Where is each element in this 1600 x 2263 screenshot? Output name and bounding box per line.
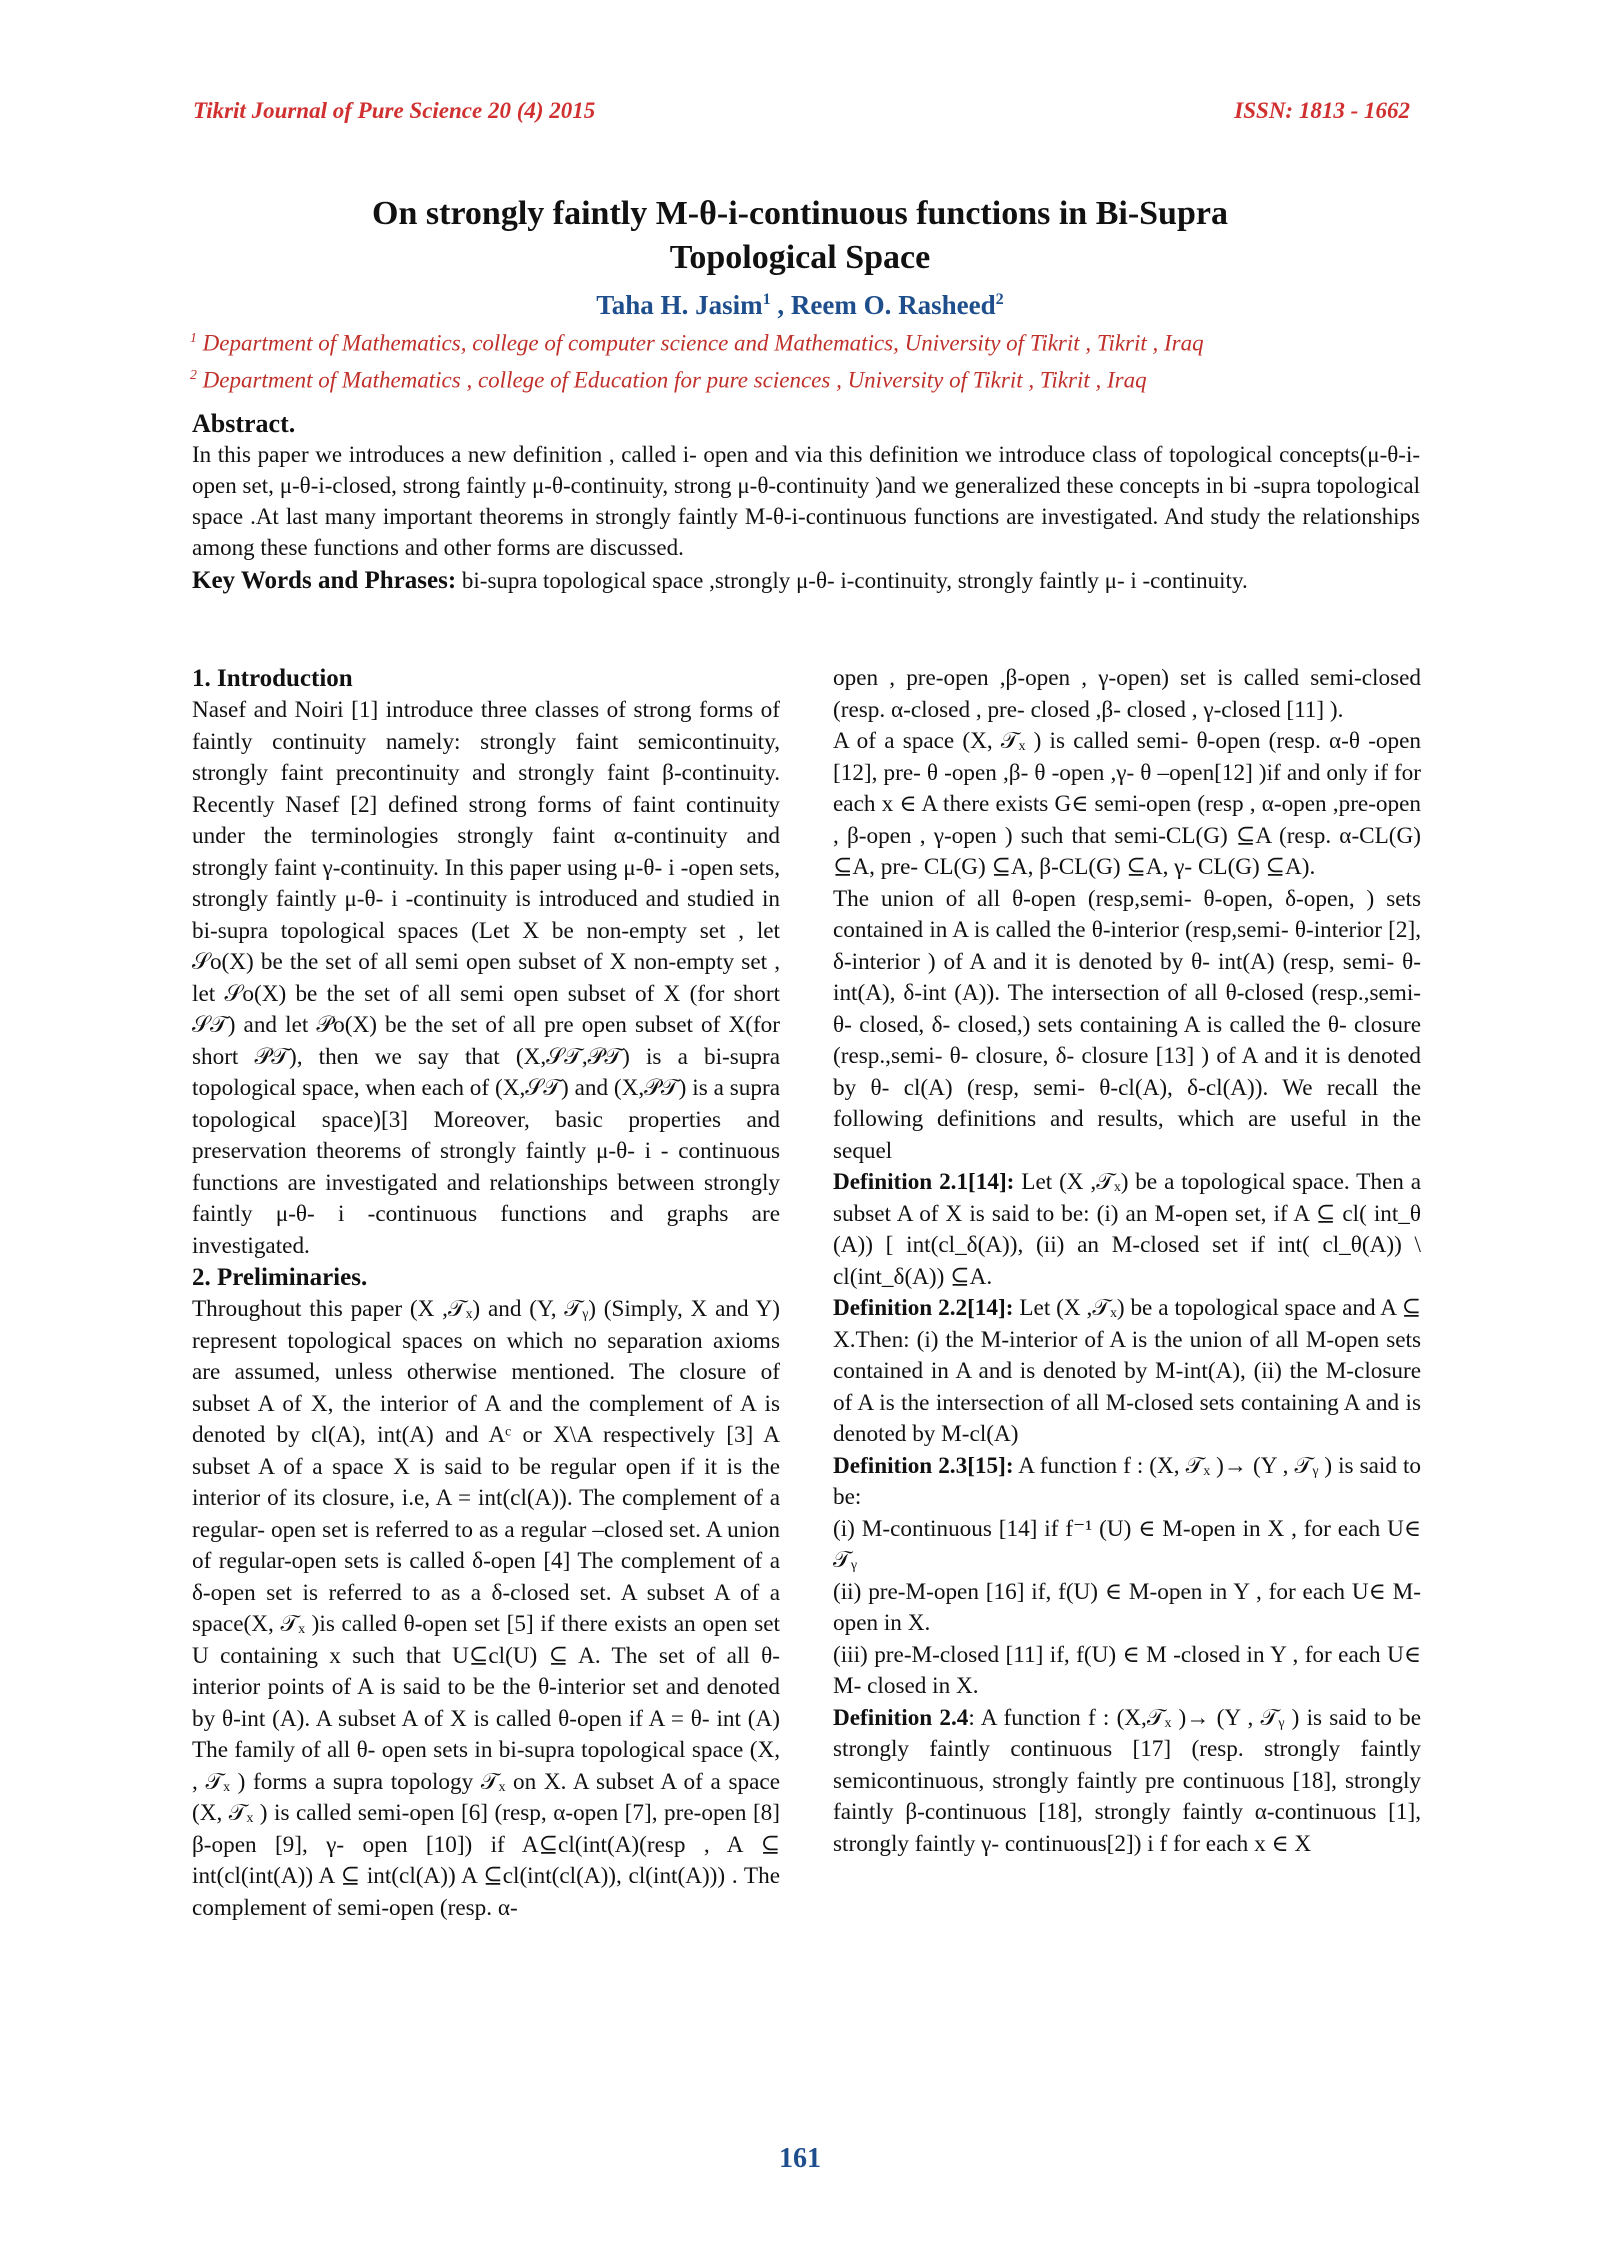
author-separator: , <box>770 290 791 320</box>
definition-2-1-title: Definition 2.1[14]: <box>833 1169 1015 1195</box>
definition-2-2-title: Definition 2.2[14]: <box>833 1295 1014 1321</box>
author-2-sup: 2 <box>995 290 1004 308</box>
section-1-text: Nasef and Noiri [1] introduce three classes of strong forms of faintly continuity namely: strongly faint semicontinuity, strongly faint precontinuity and strongly faint β-continuity. Recently Nasef [2] defined strong forms of faint continuity under the terminologies strongly faint α-continuity and strongly faint γ-continuity. In this paper using μ-θ- i -open sets, strongly faintly μ-θ- i -continuity is introduced and studied in bi-supra topological spaces (Let X be non-empty set , let 𝒮o(X) be the set of all semi open subset of X non-empty set , let 𝒮o(X) be the set of all semi open subset of X (for short 𝒮𝒯) and let 𝒫o(X) be the set of all pre open subset of X(for short 𝒫𝒯), then we say that (X,𝒮𝒯,𝒫𝒯) is a bi-supra topological space, when each of (X,𝒮𝒯) and (X,𝒫𝒯) is a supra topological space)[3] Moreover, basic properties and preservation theorems of strongly faintly μ-θ- i - continuous functions are investigated and relationships between strongly faintly μ-θ- i -continuous functions and graphs are investigated. <box>192 697 780 1259</box>
author-2: Reem O. Rasheed <box>790 290 996 320</box>
definition-2-2-text: Let (X ,𝒯ₓ) be a topological space and A ⊆ X.Then: (i) the M-interior of A is the union of all M-open sets contained in A and is denoted by M-int(A), (ii) the M-closure of A is the intersection of all M-closed sets containing A and is denoted by M-cl(A) <box>833 1295 1421 1447</box>
definition-2-2 <box>833 1293 1421 1451</box>
definition-2-4-title: Definition 2.4 <box>833 1704 969 1731</box>
keywords-text: bi-supra topological space ,strongly μ-θ- i-continuity, strongly faintly μ- i -continuity. <box>456 568 1248 593</box>
definition-2-4-text: : A function f : (X,𝒯ₓ )→ (Y , 𝒯ᵧ ) is said to be strongly faintly continuous [17] (resp. strongly faintly semicontinuous, strongly faintly pre continuous [18], strongly faintly β-continuous [18], strongly faintly α-continuous [1], strongly faintly γ- continuous[2]) i f for each x ∈ X <box>833 1704 1421 1857</box>
right-column <box>833 663 1421 1924</box>
affiliation-1-text: Department of Mathematics, college of computer science and Mathematics, University of Tikrit , Tikrit , Iraq <box>196 330 1204 356</box>
title-line-1: On strongly faintly M-θ-i-continuous functions in Bi-Supra <box>372 195 1228 232</box>
definition-2-3-item-ii: (ii) pre-M-open [16] if, f(U) ∈ M-open in Y , for each U∈ M- open in X. <box>833 1578 1421 1636</box>
abstract-section <box>192 408 1420 596</box>
definition-2-3 <box>833 1451 1421 1514</box>
author-1-sup: 1 <box>762 290 771 308</box>
section-2-text: Throughout this paper (X ,𝒯ₓ) and (Y, 𝒯ᵧ) (Simply, X and Y) represent topological spaces on which no separation axioms are assumed, unless otherwise mentioned. The closure of subset A of X, the interior of A and the complement of A is denoted by cl(A), int(A) and Aᶜ or X\A respectively [3] A subset A of a space X is said to be regular open if it is the interior of its closure, i.e, A = int(cl(A)). The complement of a regular- open set is referred to as a regular –closed set. A union of regular-open sets is called δ-open [4] The complement of a δ-open set is referred to as a δ-closed set. A subset A of a space(X, 𝒯ₓ )is called θ-open set [5] if there exists an open set U containing x such that U⊆cl(U) ⊆ A. The set of all θ-interior points of A is said to be the θ-interior set and denoted by θ-int (A). A subset A of X is called θ-open if A = θ- int (A) The family of all θ- open sets in bi-supra topological space (X, , 𝒯ₓ ) forms a supra topology 𝒯ₓ on X. A subset A of a space (X, 𝒯ₓ ) is called semi-open [6] (resp, α-open [7], pre-open [8] β-open [9], γ- open [10]) if A⊆cl(int(A)(resp , A ⊆ int(cl(int(A)) A ⊆ int(cl(A)) A ⊆cl(int(cl(A)), cl(int(A))) . The complement of semi-open (resp. α- <box>192 1296 780 1921</box>
running-header <box>193 98 1410 124</box>
keywords <box>192 565 1420 596</box>
title-line-2: Topological Space <box>669 239 931 276</box>
section-2-heading: 2. Preliminaries. <box>192 1264 368 1291</box>
authors <box>150 282 1450 322</box>
keywords-label: Key Words and Phrases: <box>192 567 457 594</box>
definition-2-1 <box>833 1167 1421 1293</box>
definition-2-4 <box>833 1703 1421 1861</box>
definition-2-1-text: Let (X ,𝒯ₓ) be a topological space. Then a subset A of X is said to be: (i) an M-open set, if A ⊆ cl( int_θ (A)) [ int(cl_δ(A)), (ii) an M-closed set if int( cl_θ(A)) \ cl(int_δ(A)) ⊆A. <box>833 1169 1421 1290</box>
left-column <box>192 663 780 1924</box>
paper-title <box>150 192 1450 280</box>
title-block <box>150 192 1450 395</box>
definition-2-3-item-iii: (iii) pre-M-closed [11] if, f(U) ∈ M -closed in Y , for each U∈ M- closed in X. <box>833 1641 1421 1699</box>
definition-2-3-text: A function f : (X, 𝒯ₓ )→ (Y , 𝒯ᵧ ) is said to be: <box>833 1452 1422 1510</box>
paragraph-theta-interior: The union of all θ-open (resp,semi- θ-open, δ-open, ) sets contained in A is called the θ-interior (resp,semi- θ-interior [2], δ-interior ) of A and it is denoted by θ- int(A) (resp, semi- θ-int(A), δ-int (A)). The intersection of all θ-closed (resp.,semi- θ- closed, δ- closed,) sets containing A is called the θ- closure (resp.,semi- θ- closure, δ- closure [13] ) of A and it is denoted by θ- cl(A) (resp, semi- θ-cl(A), δ-cl(A)). We recall the following definitions and results, which are useful in the sequel <box>833 885 1421 1164</box>
affiliation-1 <box>150 322 1450 359</box>
definition-2-3-item-i: (i) M-continuous [14] if f⁻¹ (U) ∈ M-open in X , for each U∈ 𝒯ᵧ <box>833 1515 1421 1573</box>
affiliation-2-text: Department of Mathematics , college of Education for pure sciences , University of Tikrit , Tikrit , Iraq <box>196 367 1147 393</box>
paragraph-closed-sets: open , pre-open ,β-open , γ-open) set is called semi-closed (resp. α-closed , pre- closed ,β- closed , γ-closed [11] ). <box>833 665 1421 723</box>
affiliation-1-sup: 1 <box>190 330 197 345</box>
page-number: 161 <box>779 2143 821 2174</box>
issn: ISSN: 1813 - 1662 <box>1234 98 1410 123</box>
affiliation-2 <box>150 359 1450 396</box>
abstract-text: In this paper we introduces a new definition , called i- open and via this definition we introduce class of topological concepts(μ-θ-i-open set, μ-θ-i-closed, strong faintly μ-θ-continuity, strong μ-θ-continuity )and we generalized these concepts in bi -supra topological space .At last many important theorems in strongly faintly M-θ-i-continuous functions are investigated. And study the relationships among these functions and other forms are discussed. <box>192 442 1420 560</box>
section-1-heading: 1. Introduction <box>192 665 353 692</box>
abstract-heading: Abstract. <box>192 409 296 438</box>
author-1: Taha H. Jasim <box>596 290 763 320</box>
affiliation-2-sup: 2 <box>190 366 197 382</box>
definition-2-3-title: Definition 2.3[15]: <box>833 1452 1014 1479</box>
paragraph-semi-theta-open: A of a space (X, 𝒯ₓ ) is called semi- θ-open (resp. α-θ -open [12], pre- θ -open ,β- θ -open ,γ- θ –open[12] )if and only if for each x ∈ A there exists G∈ semi-open (resp , α-open ,pre-open , β-open , γ-open ) such that semi-CL(G) ⊆A (resp. α-CL(G) ⊆A, pre- CL(G) ⊆A, β-CL(G) ⊆A, γ- CL(G) ⊆A). <box>833 728 1421 880</box>
journal-title: Tikrit Journal of Pure Science 20 (4) 2015 <box>193 98 596 123</box>
body-columns <box>192 663 1422 1924</box>
